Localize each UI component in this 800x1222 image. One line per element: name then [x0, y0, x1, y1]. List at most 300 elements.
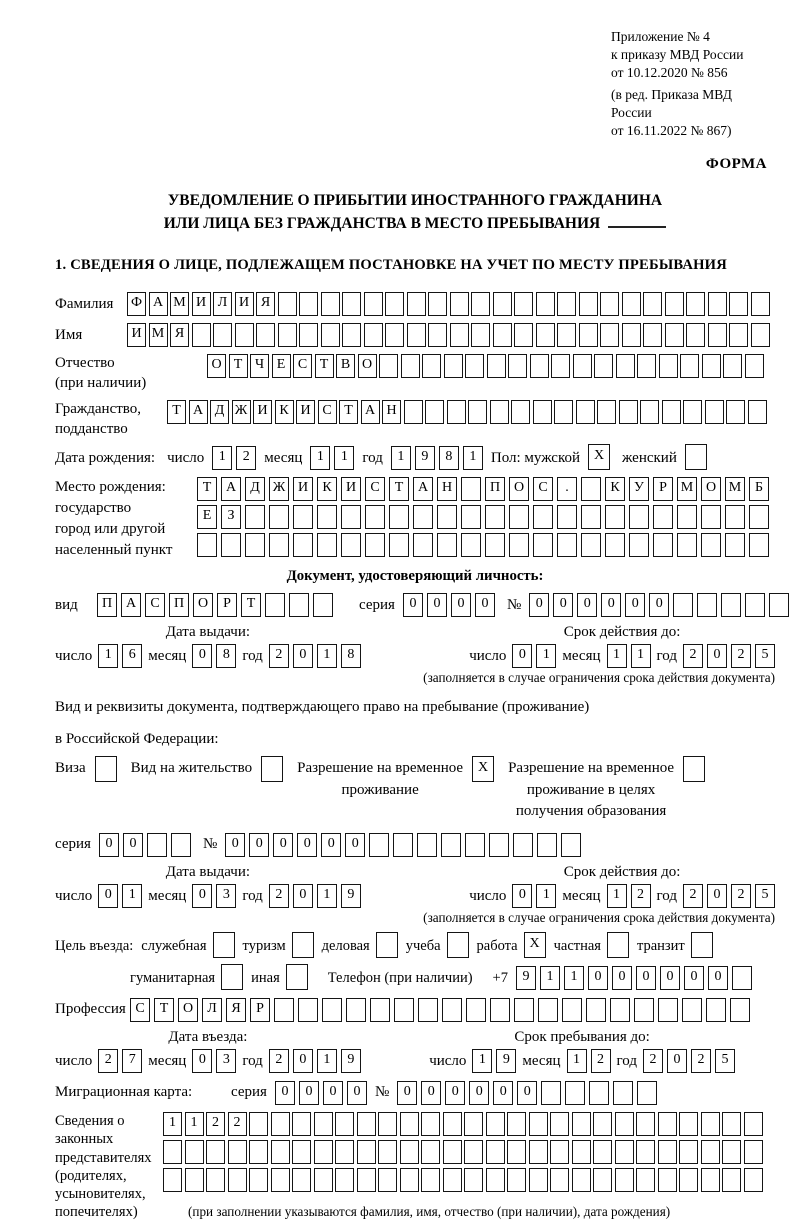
- char-box[interactable]: [725, 533, 745, 557]
- char-box[interactable]: [444, 354, 463, 378]
- char-box[interactable]: [206, 1140, 225, 1164]
- char-box[interactable]: Р: [653, 477, 673, 501]
- char-box[interactable]: [679, 1140, 698, 1164]
- char-box[interactable]: Е: [272, 354, 291, 378]
- char-box[interactable]: К: [317, 477, 337, 501]
- char-box[interactable]: 1: [317, 644, 337, 668]
- char-box[interactable]: И: [127, 323, 146, 347]
- char-box[interactable]: О: [701, 477, 721, 501]
- char-box[interactable]: [622, 292, 641, 316]
- char-box[interactable]: [594, 354, 613, 378]
- char-box[interactable]: [509, 533, 529, 557]
- char-box[interactable]: 0: [601, 593, 621, 617]
- char-box[interactable]: М: [149, 323, 168, 347]
- char-box[interactable]: [573, 354, 592, 378]
- char-box[interactable]: И: [296, 400, 315, 424]
- char-box[interactable]: [466, 998, 486, 1022]
- char-box[interactable]: Я: [226, 998, 246, 1022]
- char-box[interactable]: 8: [439, 446, 459, 470]
- char-box[interactable]: [658, 1168, 677, 1192]
- char-box[interactable]: 9: [341, 1049, 361, 1073]
- char-box[interactable]: [486, 1112, 505, 1136]
- char-box[interactable]: О: [358, 354, 377, 378]
- char-box[interactable]: [683, 756, 705, 782]
- char-box[interactable]: 1: [185, 1112, 204, 1136]
- char-box[interactable]: 0: [99, 833, 119, 857]
- char-box[interactable]: 2: [228, 1112, 247, 1136]
- char-box[interactable]: [722, 1168, 741, 1192]
- char-box[interactable]: [589, 1081, 609, 1105]
- char-box[interactable]: [593, 1168, 612, 1192]
- char-box[interactable]: 0: [475, 593, 495, 617]
- char-box[interactable]: О: [193, 593, 213, 617]
- char-box[interactable]: Л: [213, 292, 232, 316]
- char-box[interactable]: [605, 505, 625, 529]
- char-box[interactable]: [465, 354, 484, 378]
- char-box[interactable]: [537, 833, 557, 857]
- char-box[interactable]: [622, 323, 641, 347]
- char-box[interactable]: [600, 292, 619, 316]
- char-box[interactable]: 2: [591, 1049, 611, 1073]
- char-box[interactable]: [511, 400, 530, 424]
- char-box[interactable]: [662, 400, 681, 424]
- char-box[interactable]: П: [485, 477, 505, 501]
- char-box[interactable]: Д: [210, 400, 229, 424]
- char-box[interactable]: [557, 533, 577, 557]
- char-box[interactable]: 0: [708, 966, 728, 990]
- char-box[interactable]: А: [149, 292, 168, 316]
- char-box[interactable]: X: [472, 756, 494, 782]
- char-box[interactable]: 0: [249, 833, 269, 857]
- char-box[interactable]: 0: [192, 1049, 212, 1073]
- char-box[interactable]: [536, 323, 555, 347]
- char-box[interactable]: [725, 505, 745, 529]
- char-box[interactable]: Т: [167, 400, 186, 424]
- char-box[interactable]: [400, 1140, 419, 1164]
- char-box[interactable]: [293, 505, 313, 529]
- char-box[interactable]: [228, 1168, 247, 1192]
- char-box[interactable]: Т: [241, 593, 261, 617]
- char-box[interactable]: 0: [512, 644, 532, 668]
- char-box[interactable]: [514, 292, 533, 316]
- char-box[interactable]: [677, 533, 697, 557]
- char-box[interactable]: В: [336, 354, 355, 378]
- char-box[interactable]: [732, 966, 752, 990]
- char-box[interactable]: [744, 1140, 763, 1164]
- char-box[interactable]: [658, 998, 678, 1022]
- char-box[interactable]: 0: [707, 644, 727, 668]
- char-box[interactable]: [533, 505, 553, 529]
- char-box[interactable]: 1: [631, 644, 651, 668]
- char-box[interactable]: 0: [192, 884, 212, 908]
- char-box[interactable]: [659, 354, 678, 378]
- char-box[interactable]: [653, 533, 673, 557]
- char-box[interactable]: [745, 593, 765, 617]
- char-box[interactable]: [749, 505, 769, 529]
- char-box[interactable]: [751, 323, 770, 347]
- char-box[interactable]: Т: [229, 354, 248, 378]
- char-box[interactable]: С: [533, 477, 553, 501]
- char-box[interactable]: [335, 1112, 354, 1136]
- char-box[interactable]: 0: [625, 593, 645, 617]
- char-box[interactable]: [507, 1112, 526, 1136]
- char-box[interactable]: 2: [269, 644, 289, 668]
- char-box[interactable]: 1: [472, 1049, 492, 1073]
- char-box[interactable]: [673, 593, 693, 617]
- char-box[interactable]: [615, 1140, 634, 1164]
- char-box[interactable]: 0: [445, 1081, 465, 1105]
- char-box[interactable]: [274, 998, 294, 1022]
- char-box[interactable]: [685, 444, 707, 470]
- char-box[interactable]: [529, 1140, 548, 1164]
- char-box[interactable]: 0: [667, 1049, 687, 1073]
- char-box[interactable]: [586, 998, 606, 1022]
- char-box[interactable]: 0: [612, 966, 632, 990]
- char-box[interactable]: [679, 1168, 698, 1192]
- char-box[interactable]: 0: [98, 884, 118, 908]
- char-box[interactable]: [691, 932, 713, 958]
- char-box[interactable]: [461, 505, 481, 529]
- char-box[interactable]: 0: [293, 644, 313, 668]
- char-box[interactable]: 2: [691, 1049, 711, 1073]
- char-box[interactable]: Ж: [269, 477, 289, 501]
- char-box[interactable]: 0: [123, 833, 143, 857]
- char-box[interactable]: [697, 593, 717, 617]
- char-box[interactable]: 1: [163, 1112, 182, 1136]
- char-box[interactable]: [550, 1140, 569, 1164]
- char-box[interactable]: [407, 323, 426, 347]
- char-box[interactable]: И: [293, 477, 313, 501]
- char-box[interactable]: [615, 1112, 634, 1136]
- char-box[interactable]: [702, 354, 721, 378]
- char-box[interactable]: 0: [225, 833, 245, 857]
- char-box[interactable]: [450, 323, 469, 347]
- char-box[interactable]: [634, 998, 654, 1022]
- char-box[interactable]: [507, 1140, 526, 1164]
- char-box[interactable]: [425, 400, 444, 424]
- char-box[interactable]: 0: [649, 593, 669, 617]
- char-box[interactable]: [682, 998, 702, 1022]
- char-box[interactable]: [378, 1112, 397, 1136]
- char-box[interactable]: [437, 505, 457, 529]
- char-box[interactable]: [749, 533, 769, 557]
- char-box[interactable]: [292, 932, 314, 958]
- char-box[interactable]: [686, 323, 705, 347]
- char-box[interactable]: [342, 323, 361, 347]
- char-box[interactable]: [221, 964, 243, 990]
- char-box[interactable]: 5: [755, 884, 775, 908]
- char-box[interactable]: М: [170, 292, 189, 316]
- char-box[interactable]: [508, 354, 527, 378]
- char-box[interactable]: [557, 323, 576, 347]
- char-box[interactable]: [616, 354, 635, 378]
- char-box[interactable]: 0: [451, 593, 471, 617]
- char-box[interactable]: [581, 477, 601, 501]
- char-box[interactable]: [490, 998, 510, 1022]
- char-box[interactable]: 7: [122, 1049, 142, 1073]
- char-box[interactable]: [729, 292, 748, 316]
- char-box[interactable]: [292, 1140, 311, 1164]
- char-box[interactable]: 1: [536, 644, 556, 668]
- char-box[interactable]: 1: [98, 644, 118, 668]
- char-box[interactable]: [557, 505, 577, 529]
- char-box[interactable]: [185, 1140, 204, 1164]
- char-box[interactable]: [665, 323, 684, 347]
- char-box[interactable]: [637, 354, 656, 378]
- char-box[interactable]: К: [605, 477, 625, 501]
- char-box[interactable]: [680, 354, 699, 378]
- char-box[interactable]: [378, 1140, 397, 1164]
- char-box[interactable]: 2: [98, 1049, 118, 1073]
- char-box[interactable]: 1: [122, 884, 142, 908]
- char-box[interactable]: Т: [197, 477, 217, 501]
- char-box[interactable]: 0: [293, 884, 313, 908]
- char-box[interactable]: [636, 1168, 655, 1192]
- char-box[interactable]: 1: [607, 884, 627, 908]
- char-box[interactable]: [726, 400, 745, 424]
- char-box[interactable]: [365, 533, 385, 557]
- char-box[interactable]: 0: [577, 593, 597, 617]
- char-box[interactable]: [507, 1168, 526, 1192]
- char-box[interactable]: 0: [273, 833, 293, 857]
- char-box[interactable]: [643, 292, 662, 316]
- char-box[interactable]: 0: [345, 833, 365, 857]
- char-box[interactable]: 0: [512, 884, 532, 908]
- char-box[interactable]: Д: [245, 477, 265, 501]
- char-box[interactable]: [744, 1168, 763, 1192]
- char-box[interactable]: [357, 1112, 376, 1136]
- char-box[interactable]: [256, 323, 275, 347]
- char-box[interactable]: Я: [256, 292, 275, 316]
- char-box[interactable]: А: [413, 477, 433, 501]
- char-box[interactable]: 1: [536, 884, 556, 908]
- char-box[interactable]: 0: [323, 1081, 343, 1105]
- char-box[interactable]: [443, 1140, 462, 1164]
- char-box[interactable]: [530, 354, 549, 378]
- char-box[interactable]: [245, 533, 265, 557]
- char-box[interactable]: [400, 1168, 419, 1192]
- char-box[interactable]: [321, 323, 340, 347]
- char-box[interactable]: [600, 323, 619, 347]
- char-box[interactable]: И: [253, 400, 272, 424]
- char-box[interactable]: [562, 998, 582, 1022]
- char-box[interactable]: 1: [463, 446, 483, 470]
- char-box[interactable]: К: [275, 400, 294, 424]
- char-box[interactable]: И: [341, 477, 361, 501]
- char-box[interactable]: [379, 354, 398, 378]
- char-box[interactable]: [464, 1140, 483, 1164]
- char-box[interactable]: [529, 1168, 548, 1192]
- char-box[interactable]: [335, 1168, 354, 1192]
- char-box[interactable]: [464, 1112, 483, 1136]
- char-box[interactable]: И: [192, 292, 211, 316]
- char-box[interactable]: О: [178, 998, 198, 1022]
- char-box[interactable]: [493, 292, 512, 316]
- char-box[interactable]: [593, 1140, 612, 1164]
- char-box[interactable]: Я: [170, 323, 189, 347]
- char-box[interactable]: [653, 505, 673, 529]
- char-box[interactable]: 0: [397, 1081, 417, 1105]
- char-box[interactable]: [213, 323, 232, 347]
- char-box[interactable]: [465, 833, 485, 857]
- char-box[interactable]: 0: [192, 644, 212, 668]
- char-box[interactable]: [708, 323, 727, 347]
- char-box[interactable]: Н: [437, 477, 457, 501]
- char-box[interactable]: [640, 400, 659, 424]
- char-box[interactable]: [629, 505, 649, 529]
- char-box[interactable]: [442, 998, 462, 1022]
- char-box[interactable]: [744, 1112, 763, 1136]
- char-box[interactable]: [289, 593, 309, 617]
- char-box[interactable]: [486, 1168, 505, 1192]
- char-box[interactable]: 3: [216, 884, 236, 908]
- char-box[interactable]: З: [221, 505, 241, 529]
- char-box[interactable]: [701, 1140, 720, 1164]
- char-box[interactable]: [365, 505, 385, 529]
- char-box[interactable]: Е: [197, 505, 217, 529]
- char-box[interactable]: [643, 323, 662, 347]
- char-box[interactable]: [509, 505, 529, 529]
- char-box[interactable]: Т: [315, 354, 334, 378]
- char-box[interactable]: [417, 833, 437, 857]
- char-box[interactable]: 1: [317, 884, 337, 908]
- char-box[interactable]: [576, 400, 595, 424]
- char-box[interactable]: С: [130, 998, 150, 1022]
- char-box[interactable]: 2: [683, 644, 703, 668]
- char-box[interactable]: О: [207, 354, 226, 378]
- char-box[interactable]: Р: [217, 593, 237, 617]
- char-box[interactable]: [342, 292, 361, 316]
- char-box[interactable]: [364, 323, 383, 347]
- char-box[interactable]: [485, 533, 505, 557]
- char-box[interactable]: 1: [607, 644, 627, 668]
- char-box[interactable]: [357, 1168, 376, 1192]
- char-box[interactable]: 0: [660, 966, 680, 990]
- char-box[interactable]: [437, 533, 457, 557]
- char-box[interactable]: X: [524, 932, 546, 958]
- char-box[interactable]: [147, 833, 167, 857]
- char-box[interactable]: [389, 533, 409, 557]
- char-box[interactable]: 0: [293, 1049, 313, 1073]
- char-box[interactable]: [658, 1112, 677, 1136]
- char-box[interactable]: 2: [643, 1049, 663, 1073]
- char-box[interactable]: 5: [755, 644, 775, 668]
- char-box[interactable]: [370, 998, 390, 1022]
- char-box[interactable]: [299, 323, 318, 347]
- char-box[interactable]: [249, 1112, 268, 1136]
- char-box[interactable]: [729, 323, 748, 347]
- char-box[interactable]: [357, 1140, 376, 1164]
- char-box[interactable]: [607, 932, 629, 958]
- char-box[interactable]: 9: [516, 966, 536, 990]
- char-box[interactable]: [597, 400, 616, 424]
- char-box[interactable]: [192, 323, 211, 347]
- char-box[interactable]: [572, 1140, 591, 1164]
- char-box[interactable]: [185, 1168, 204, 1192]
- char-box[interactable]: П: [97, 593, 117, 617]
- char-box[interactable]: [701, 533, 721, 557]
- char-box[interactable]: С: [145, 593, 165, 617]
- char-box[interactable]: [513, 833, 533, 857]
- char-box[interactable]: [404, 400, 423, 424]
- char-box[interactable]: [557, 292, 576, 316]
- char-box[interactable]: [322, 998, 342, 1022]
- char-box[interactable]: А: [361, 400, 380, 424]
- char-box[interactable]: [413, 505, 433, 529]
- char-box[interactable]: [464, 1168, 483, 1192]
- char-box[interactable]: А: [121, 593, 141, 617]
- char-box[interactable]: Ч: [250, 354, 269, 378]
- char-box[interactable]: О: [509, 477, 529, 501]
- char-box[interactable]: [722, 1140, 741, 1164]
- char-box[interactable]: [701, 1168, 720, 1192]
- char-box[interactable]: 0: [321, 833, 341, 857]
- char-box[interactable]: [487, 354, 506, 378]
- char-box[interactable]: [171, 833, 191, 857]
- char-box[interactable]: [619, 400, 638, 424]
- char-box[interactable]: 0: [427, 593, 447, 617]
- char-box[interactable]: [376, 932, 398, 958]
- char-box[interactable]: [615, 1168, 634, 1192]
- char-box[interactable]: 2: [731, 884, 751, 908]
- char-box[interactable]: 9: [496, 1049, 516, 1073]
- char-box[interactable]: [443, 1112, 462, 1136]
- char-box[interactable]: Т: [389, 477, 409, 501]
- char-box[interactable]: 0: [517, 1081, 537, 1105]
- char-box[interactable]: 1: [317, 1049, 337, 1073]
- char-box[interactable]: П: [169, 593, 189, 617]
- char-box[interactable]: [679, 1112, 698, 1136]
- char-box[interactable]: [605, 533, 625, 557]
- char-box[interactable]: [293, 533, 313, 557]
- char-box[interactable]: [400, 1112, 419, 1136]
- char-box[interactable]: И: [235, 292, 254, 316]
- char-box[interactable]: [514, 323, 533, 347]
- char-box[interactable]: [213, 932, 235, 958]
- char-box[interactable]: 0: [403, 593, 423, 617]
- char-box[interactable]: [249, 1140, 268, 1164]
- char-box[interactable]: [593, 1112, 612, 1136]
- char-box[interactable]: [450, 292, 469, 316]
- char-box[interactable]: [364, 292, 383, 316]
- char-box[interactable]: [581, 505, 601, 529]
- char-box[interactable]: М: [677, 477, 697, 501]
- char-box[interactable]: 2: [683, 884, 703, 908]
- char-box[interactable]: [636, 1140, 655, 1164]
- char-box[interactable]: [321, 292, 340, 316]
- char-box[interactable]: [490, 400, 509, 424]
- char-box[interactable]: 9: [341, 884, 361, 908]
- char-box[interactable]: [235, 323, 254, 347]
- char-box[interactable]: 0: [588, 966, 608, 990]
- char-box[interactable]: [441, 833, 461, 857]
- char-box[interactable]: [261, 756, 283, 782]
- char-box[interactable]: [468, 400, 487, 424]
- char-box[interactable]: [341, 505, 361, 529]
- char-box[interactable]: [636, 1112, 655, 1136]
- char-box[interactable]: [489, 833, 509, 857]
- char-box[interactable]: [314, 1140, 333, 1164]
- char-box[interactable]: [769, 593, 789, 617]
- char-box[interactable]: [378, 1168, 397, 1192]
- char-box[interactable]: [529, 1112, 548, 1136]
- char-box[interactable]: 3: [216, 1049, 236, 1073]
- char-box[interactable]: [413, 533, 433, 557]
- char-box[interactable]: [706, 998, 726, 1022]
- char-box[interactable]: [428, 292, 447, 316]
- char-box[interactable]: [447, 400, 466, 424]
- char-box[interactable]: [389, 505, 409, 529]
